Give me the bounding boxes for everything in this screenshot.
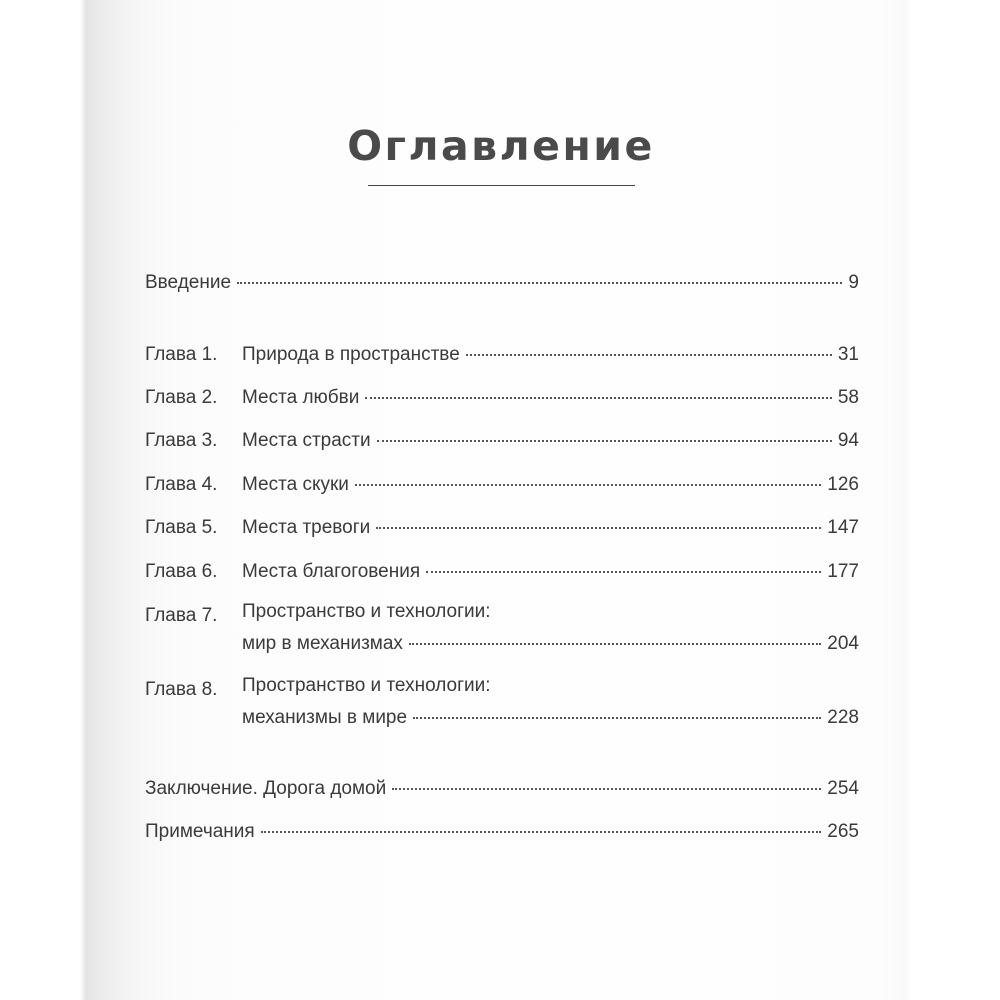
toc-entry-chapter-4 [145,470,859,500]
toc-entry-page: 265 [827,821,859,842]
toc-entry-title: Места скуки [242,474,349,495]
toc-entry-chapter: Глава 4. [145,474,218,495]
toc-entry-conclusion [145,774,859,804]
toc-entry-title: механизмы в мире [242,707,408,728]
toc-entry-chapter: Глава 6. [145,561,218,582]
dot-leader [409,643,821,645]
toc-entry-page: 254 [827,778,859,799]
toc-entry-page: 147 [827,517,859,538]
toc-entry-title: мир в механизмах [242,633,403,654]
toc-entry-chapter-6 [145,557,859,587]
toc-entry-page: 9 [848,272,859,293]
dot-leader [355,484,821,486]
toc-entry-page: 31 [837,344,859,365]
page-title: Оглавление [347,122,655,170]
dot-leader [365,397,831,399]
toc-entry-title: Заключение. Дорога домой [145,778,387,799]
dot-leader [237,282,842,284]
toc-entry-chapter-2 [145,383,859,413]
toc-entry-chapter: Глава 1. [145,344,218,365]
toc-entry-page: 58 [837,387,859,408]
toc-entry-chapter: Глава 2. [145,387,218,408]
toc-entry-page: 126 [827,474,859,495]
toc-entry-title: Места тревоги [242,517,371,538]
toc-entry-chapter-3 [145,426,859,456]
toc-entry-title: Введение [145,272,232,293]
dot-leader [426,571,821,573]
toc-entry-chapter-7 [145,601,859,659]
toc-entry-title-line1: Пространство и технологии: [242,675,491,696]
dot-leader [261,831,822,833]
toc-entry-title: Природа в пространстве [242,344,460,365]
toc-entry-introduction [145,268,859,298]
table-of-contents [145,0,859,1000]
dot-leader [377,440,832,442]
toc-entry-title: Места страсти [242,430,371,451]
toc-entry-title: Места благоговения [242,561,421,582]
toc-entry-title: Места любви [242,387,360,408]
dot-leader [413,717,821,719]
toc-entry-chapter: Глава 7. [145,605,218,626]
toc-entry-title: Примечания [145,821,255,842]
toc-entry-chapter-8 [145,675,859,733]
toc-entry-page: 204 [827,633,859,654]
toc-entry-page: 228 [827,707,859,728]
toc-entry-chapter: Глава 5. [145,517,218,538]
toc-entry-chapter: Глава 3. [145,430,218,451]
toc-entry-notes [145,817,859,847]
toc-entry-page: 94 [837,430,859,451]
toc-entry-title-line1: Пространство и технологии: [242,601,491,622]
dot-leader [392,788,821,790]
toc-entry-chapter-1 [145,340,859,370]
dot-leader [376,527,821,529]
toc-entry-page: 177 [827,561,859,582]
toc-entry-chapter-5 [145,513,859,543]
dot-leader [466,354,832,356]
toc-entry-chapter: Глава 8. [145,679,218,700]
